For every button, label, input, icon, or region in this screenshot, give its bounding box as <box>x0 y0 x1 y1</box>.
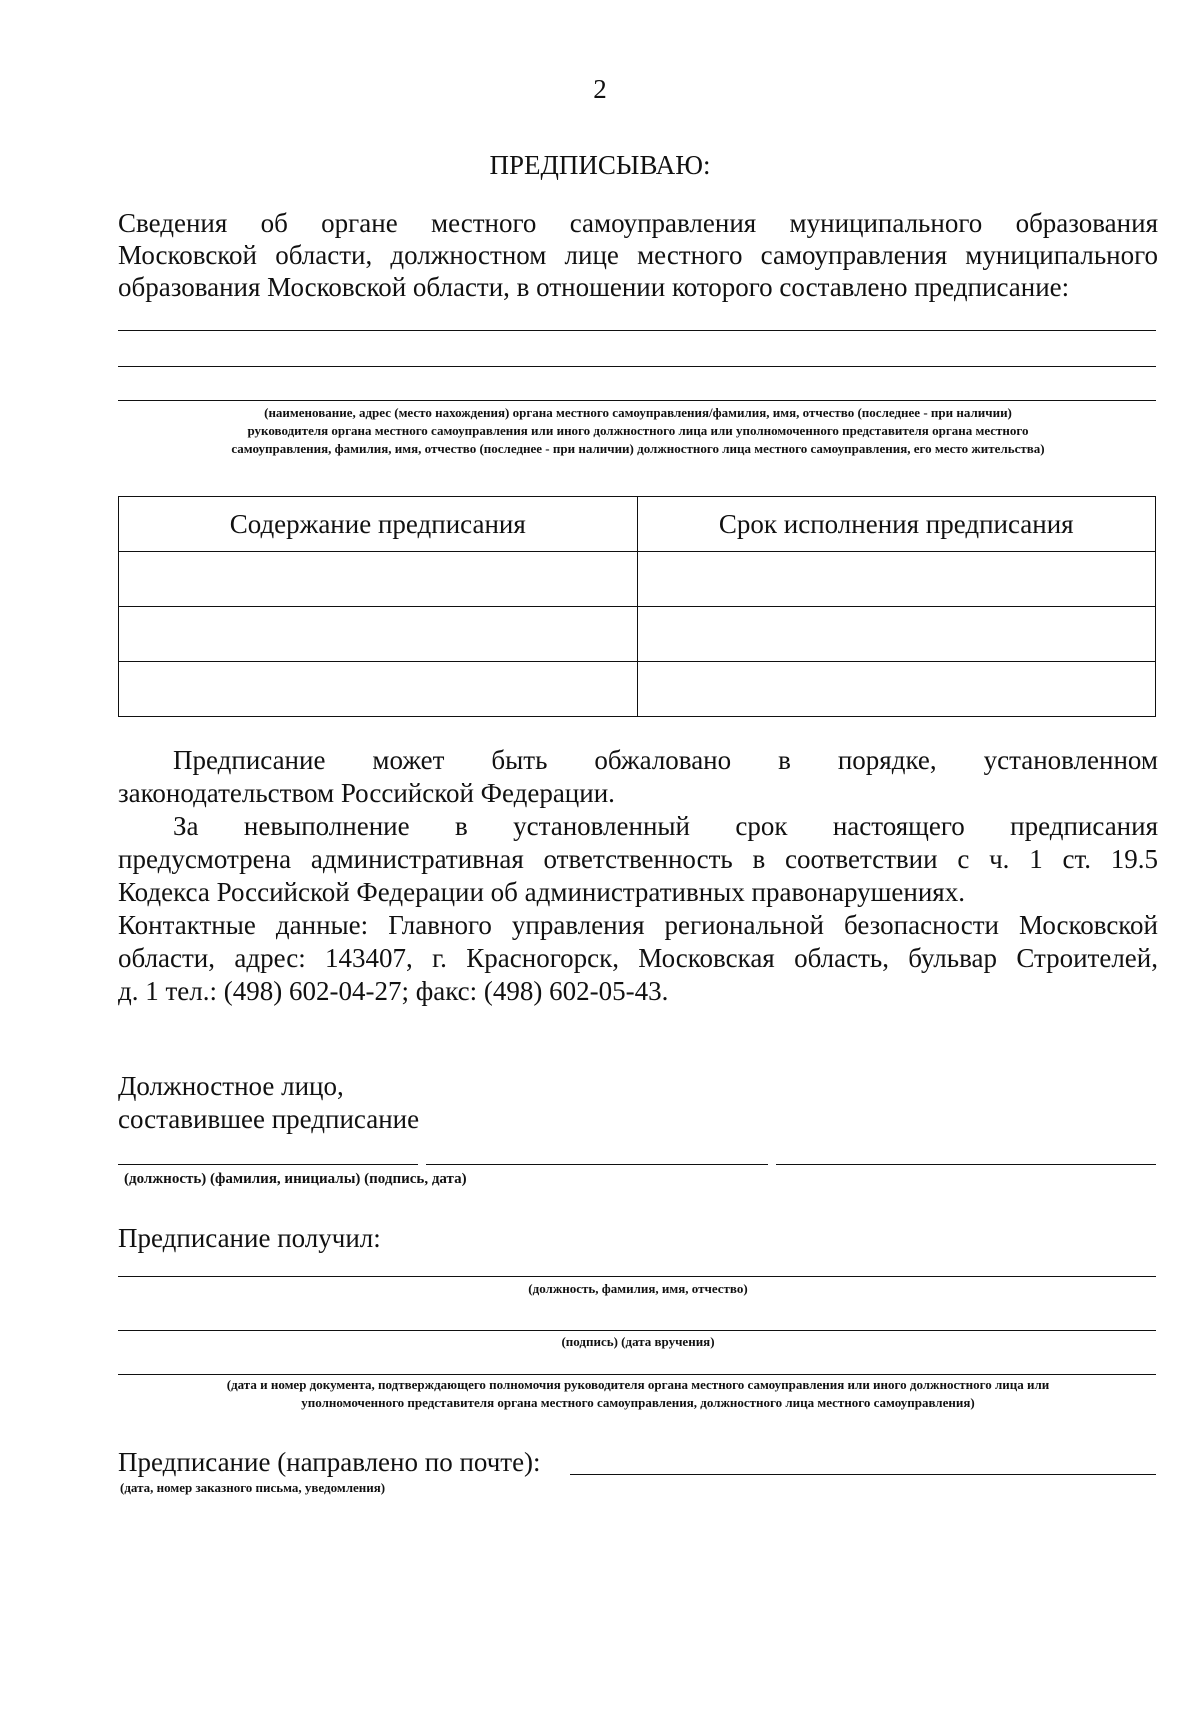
table-cell-deadline[interactable] <box>637 662 1156 717</box>
mailed-fill-line[interactable] <box>570 1474 1156 1475</box>
official-position-line[interactable] <box>118 1164 418 1165</box>
page-heading: ПРЕДПИСЫВАЮ: <box>489 150 711 180</box>
contact-line-1: Контактные данные: Главного управления региональной безопасности Московской <box>118 910 1158 940</box>
intro-line-1: Сведения об органе местного самоуправления муниципального образования <box>118 208 1158 238</box>
received-signature-caption: (подпись) (дата вручения) <box>561 1334 715 1349</box>
received-document-caption-line-2: уполномоченного представителя органа местного самоуправления, должностного лица местного самоуправления) <box>301 1395 975 1410</box>
received-name-line[interactable] <box>118 1276 1156 1277</box>
organ-fill-line-3[interactable] <box>118 400 1156 401</box>
table-cell-content[interactable] <box>119 552 638 607</box>
official-line-2: составившее предписание <box>118 1104 420 1134</box>
organ-caption <box>118 404 1158 458</box>
liability-line-1: За невыполнение в установленный срок настоящего предписания <box>173 811 1158 841</box>
official-name-line[interactable] <box>426 1164 768 1165</box>
organ-caption-line-2: руководителя органа местного самоуправления или иного должностного лица или уполномоченного представителя органа местного <box>247 423 1029 438</box>
received-name-caption: (должность, фамилия, имя, отчество) <box>528 1281 748 1296</box>
body-paragraphs <box>118 744 1158 1008</box>
intro-line-2: Московской области, должностном лице местного самоуправления муниципального <box>118 240 1158 270</box>
table-cell-deadline[interactable] <box>637 552 1156 607</box>
table-header-row <box>119 497 1156 552</box>
organ-fill-line-1[interactable] <box>118 330 1156 331</box>
table-row <box>119 607 1156 662</box>
prescription-table <box>118 496 1156 717</box>
mailed-title: Предписание (направлено по почте): <box>118 1447 541 1477</box>
table-cell-content[interactable] <box>119 662 638 717</box>
table-cell-content[interactable] <box>119 607 638 662</box>
received-document-caption <box>118 1376 1158 1412</box>
organ-caption-line-1: (наименование, адрес (место нахождения) органа местного самоуправления/фамилия, имя, отчество (последнее - при наличии) <box>264 405 1012 420</box>
appeal-line-2: законодательством Российской Федерации. <box>118 778 615 808</box>
header-content: Содержание предписания <box>119 497 638 552</box>
received-title: Предписание получил: <box>118 1223 381 1253</box>
intro-line-3: образования Московской области, в отношении которого составлено предписание: <box>118 272 1070 302</box>
official-line-1: Должностное лицо, <box>118 1071 344 1101</box>
received-document-caption-line-1: (дата и номер документа, подтверждающего полномочия руководителя органа местного самоуправления или иного должностного лица или <box>226 1377 1050 1392</box>
mailed-caption: (дата, номер заказного письма, уведомления) <box>120 1480 386 1495</box>
received-signature-line[interactable] <box>118 1330 1156 1331</box>
header-deadline: Срок исполнения предписания <box>637 497 1156 552</box>
contact-line-2: области, адрес: 143407, г. Красногорск, Московская область, бульвар Строителей, <box>118 943 1158 973</box>
page-number: 2 <box>593 74 607 104</box>
received-document-line[interactable] <box>118 1374 1156 1375</box>
organ-fill-line-2[interactable] <box>118 366 1156 367</box>
official-signature-line[interactable] <box>776 1164 1156 1165</box>
liability-line-2: предусмотрена административная ответственность в соответствии с ч. 1 ст. 19.5 <box>118 844 1158 874</box>
table-cell-deadline[interactable] <box>637 607 1156 662</box>
official-caption: (должность) (фамилия, инициалы) (подпись, дата) <box>124 1171 467 1187</box>
organ-caption-line-3: самоуправления, фамилия, имя, отчество (последнее - при наличии) должностного лица местного самоуправления, его место жительства) <box>231 441 1045 456</box>
table-row <box>119 552 1156 607</box>
contact-line-3: д. 1 тел.: (498) 602-04-27; факс: (498) 602-05-43. <box>118 976 669 1006</box>
official-block <box>118 1070 419 1136</box>
liability-line-3: Кодекса Российской Федерации об административных правонарушениях. <box>118 877 965 907</box>
intro-text <box>118 207 1158 303</box>
table-row <box>119 662 1156 717</box>
appeal-line-1: Предписание может быть обжаловано в порядке, установленном <box>173 745 1158 775</box>
